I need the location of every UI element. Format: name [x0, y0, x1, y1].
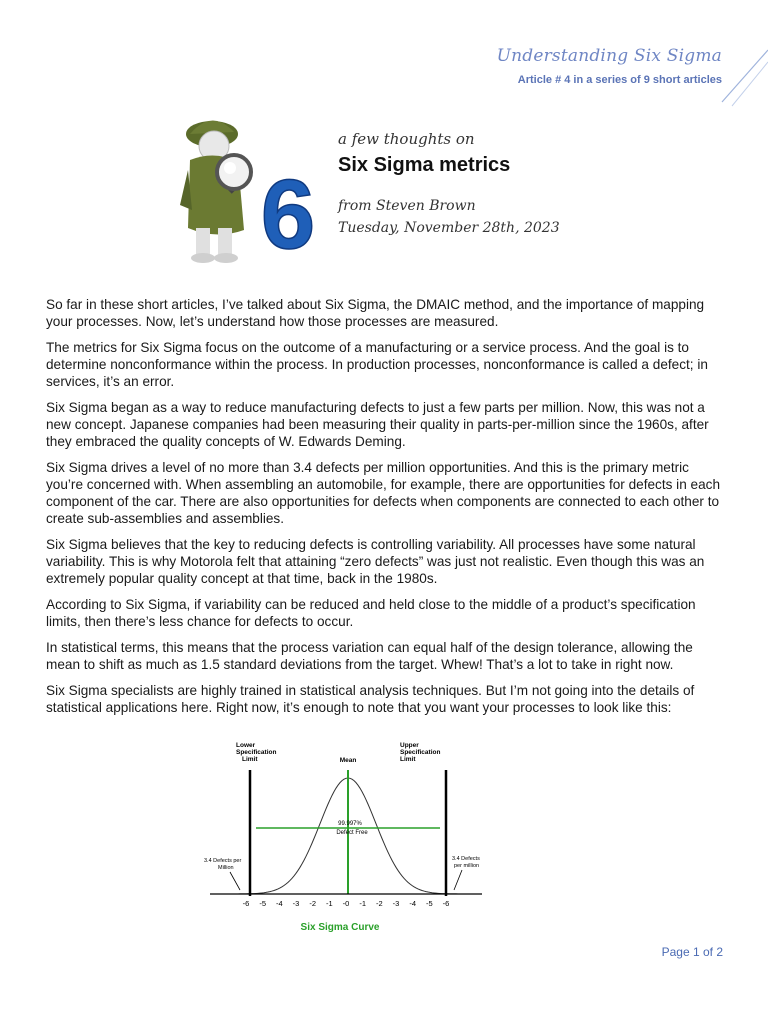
x-tick-label: -5 [259, 899, 267, 908]
x-tick-label: -1 [325, 899, 333, 908]
lsl-label-l3: Limit [242, 756, 258, 763]
x-tick-label: -3 [392, 899, 400, 908]
x-tick-label: -5 [425, 899, 433, 908]
x-tick-label: -4 [275, 899, 283, 908]
x-tick-label: -4 [409, 899, 417, 908]
paragraph: According to Six Sigma, if variability can be reduced and held close to the middle of a product’s specification limits, then there’s less chance for defects to occur. [46, 597, 696, 629]
left-defects-label-2: Million [218, 865, 234, 871]
series-title: Understanding Six Sigma [496, 46, 722, 66]
mean-label: Mean [339, 757, 357, 764]
paragraph: Six Sigma specialists are highly trained in statistical analysis techniques. But I’m not going into the details of statistical applications here. Right now, it’s enough to note that you want your processes to look like this: [46, 683, 695, 715]
author: from Steven Brown [338, 198, 476, 214]
defect-free-pct: 99.997% [338, 821, 362, 827]
paragraph: Six Sigma began as a way to reduce manufacturing defects to just a few parts per million. Now, this was not a new concept. Japanese companies had been measuring their quality in parts-per-million since the 1960s, after they embraced the quality concepts of W. Edwards Deming. [46, 400, 709, 449]
lsl-label [236, 742, 278, 763]
article-body [46, 296, 726, 725]
right-defects-arrow [454, 870, 462, 890]
lsl-label-l1: Lower [236, 742, 256, 749]
publish-date: Tuesday, November 28th, 2023 [338, 220, 560, 236]
right-defects-label-2: per million [454, 863, 480, 869]
x-tick-label: -2 [375, 899, 383, 908]
left-defects-arrow [230, 872, 240, 890]
paragraph: In statistical terms, this means that the process variation can equal half of the design tolerance, allowing the mean to shift as much as 1.5 standard deviations from the target. Whew! That’s a lot to take in right now. [46, 640, 693, 672]
x-tick-label: -1 [359, 899, 367, 908]
hero-numeral: 6 [260, 159, 316, 265]
usl-label: Upper Specification Limit [400, 742, 441, 763]
x-tick-label: -6 [242, 899, 250, 908]
series-header [497, 46, 722, 86]
pretitle: a few thoughts on [338, 130, 475, 148]
lsl-label-l2: Specification [236, 749, 277, 756]
byline [338, 195, 560, 239]
x-tick-label: -6 [442, 899, 450, 908]
series-subtitle: Article # 4 in a series of 9 short articles [517, 74, 722, 86]
page-title: Six Sigma metrics [338, 154, 511, 176]
detective-figure-icon [160, 110, 320, 265]
x-tick-label: -3 [292, 899, 300, 908]
defect-free-text: Defect Free [336, 830, 368, 836]
paragraph: So far in these short articles, I’ve talked about Six Sigma, the DMAIC method, and the importance of mapping your processes. Now, let’s understand how those processes are measured. [46, 297, 705, 329]
page-number: Page 1 of 2 [661, 945, 723, 959]
right-defects-label-1: 3.4 Defects [452, 856, 480, 862]
paragraph: Six Sigma believes that the key to reducing defects is controlling variability. All processes have some natural variability. This is why Motorola felt that attaining “zero defects” was just not realistic. Even though this was an extremely popular quality concept at that time, back in the 1980s. [46, 537, 705, 586]
six-sigma-curve-figure [200, 738, 536, 938]
title-block [338, 130, 560, 239]
left-defects-label-1: 3.4 Defects per [204, 858, 242, 864]
x-tick-label: -0 [342, 899, 350, 908]
decorative-corner-lines [708, 30, 768, 110]
paragraph: Six Sigma drives a level of no more than 3.4 defects per million opportunities. And this is the primary metric you’re concerned with. When assembling an automobile, for example, there are opportunities for defects in each component of the car. There are also opportunities for defects when components are connected to each other to create sub-assemblies and assemblies. [46, 460, 721, 526]
paragraph: The metrics for Six Sigma focus on the outcome of a manufacturing or a service process. And the goal is to determine nonconformance within the process. In production processes, nonconformance is called a defect; in services, it’s an error. [46, 340, 708, 389]
chart-title: Six Sigma Curve [300, 922, 380, 933]
x-tick-label: -2 [309, 899, 317, 908]
